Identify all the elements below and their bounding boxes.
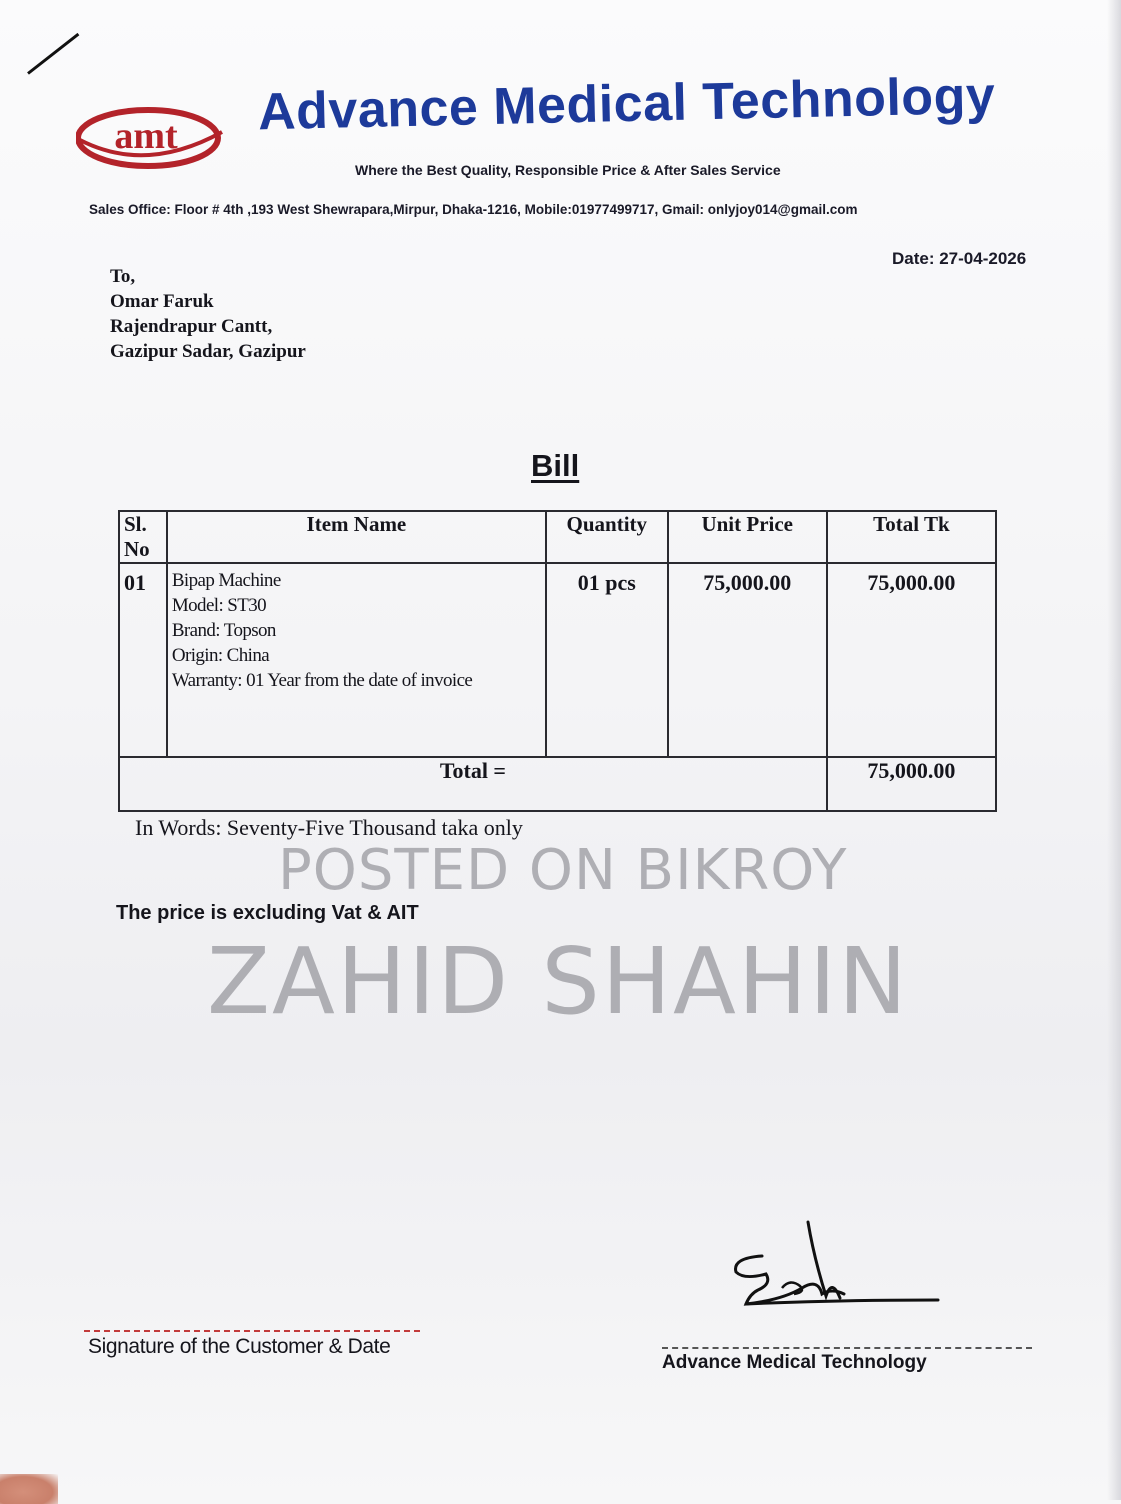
bill-title: Bill — [531, 448, 580, 483]
cell-unit-price: 75,000.00 — [668, 563, 827, 757]
item-line: Bipap Machine — [171, 570, 281, 591]
handwritten-signature — [722, 1218, 944, 1314]
total-value: 75,000.00 — [827, 757, 996, 811]
bill-table — [118, 510, 997, 812]
cell-quantity: 01 pcs — [546, 563, 668, 757]
col-header-total: Total Tk — [827, 511, 996, 563]
recipient-line: To, — [110, 266, 136, 287]
recipient-line: Gazipur Sadar, Gazipur — [110, 341, 306, 362]
item-line: Model: ST30 — [171, 595, 267, 616]
company-name: Advance Medical Technology — [257, 66, 996, 142]
total-row — [119, 757, 996, 811]
vat-note: The price is excluding Vat & AIT — [116, 902, 419, 924]
item-line: Origin: China — [171, 645, 270, 666]
col-header-quantity: Quantity — [546, 511, 668, 563]
col-header-sl: Sl. No — [119, 511, 167, 563]
company-signature-line — [662, 1347, 1032, 1349]
tagline: Where the Best Quality, Responsible Price & After Sales Service — [355, 162, 781, 178]
recipient-name: Omar Faruk — [110, 291, 214, 312]
customer-signature-label: Signature of the Customer & Date — [88, 1335, 391, 1358]
total-label: Total = — [119, 757, 827, 811]
item-line: Warranty: 01 Year from the date of invoice — [171, 670, 473, 691]
bill-date: Date: 27-04-2026 — [892, 249, 1027, 268]
cell-total: 75,000.00 — [827, 563, 996, 757]
table-row — [119, 563, 996, 757]
cell-item-name — [167, 563, 546, 757]
recipient-line: Rajendrapur Cantt, — [110, 316, 273, 337]
sales-office-address: Sales Office: Floor # 4th ,193 West Shewrapara,Mirpur, Dhaka-1216, Mobile:01977499717, Gmail: onlyjoy014@gmail.com — [89, 202, 858, 217]
col-header-item: Item Name — [167, 511, 546, 563]
logo-text: amt — [114, 115, 178, 157]
watermark-name: ZAHID SHAHIN — [207, 928, 910, 1035]
page-edge-shadow — [1107, 0, 1121, 1500]
col-header-unit-price: Unit Price — [668, 511, 827, 563]
watermark-posted: POSTED ON BIKROY — [278, 838, 848, 903]
customer-signature-line — [84, 1330, 420, 1332]
table-header-row — [119, 511, 996, 563]
cell-sl: 01 — [119, 563, 167, 757]
recipient-address — [110, 264, 306, 364]
item-line: Brand: Topson — [171, 620, 276, 641]
company-signature-label: Advance Medical Technology — [662, 1352, 927, 1373]
amt-logo — [76, 104, 226, 170]
amount-in-words: In Words: Seventy-Five Thousand taka only — [135, 815, 523, 840]
